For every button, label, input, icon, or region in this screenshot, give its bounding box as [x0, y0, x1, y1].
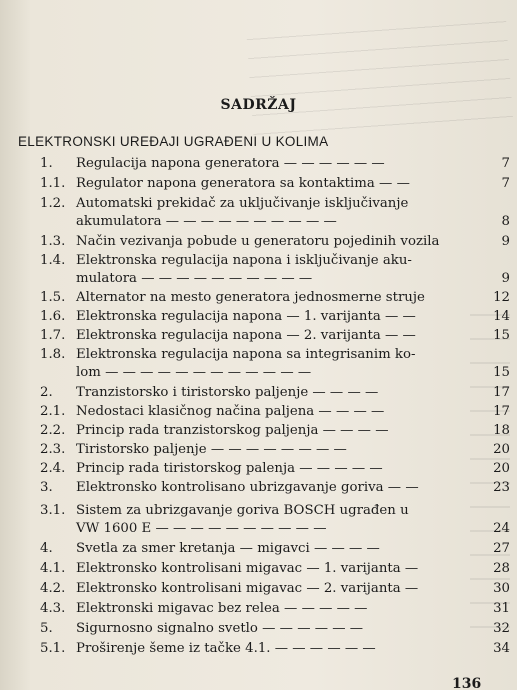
entry-title: Elektronski migavac bez relea — — — — —	[76, 601, 368, 616]
entry-title: Elektronsko kontrolisano ubrizgavanje goriva — —	[76, 480, 419, 495]
entry-page: 31	[493, 601, 510, 616]
entry-number: 2.3.	[40, 442, 66, 457]
entry-page: 15	[493, 365, 510, 380]
entry-number: 1.7.	[40, 328, 66, 343]
entry-number: 5.	[40, 621, 53, 636]
entry-page: 14	[493, 309, 510, 324]
entry-title: Način vezivanja pobude u generatoru pojedinih vozila	[76, 234, 440, 249]
entry-title: Sigurnosno signalno svetlo — — — — — —	[76, 621, 364, 636]
entry-title: Elektronska regulacija napona sa integrisanim ko-	[76, 347, 416, 362]
entry-number: 2.4.	[40, 461, 66, 476]
entry-title: Elektronska regulacija napona — 1. varijanta — —	[76, 309, 416, 324]
entry-page: 7	[501, 156, 510, 171]
entry-number: 2.1.	[40, 404, 66, 419]
entry-number: 1.3.	[40, 234, 66, 249]
entry-title: Regulator napona generatora sa kontaktima — —	[76, 176, 410, 191]
entry-number: 1.4.	[40, 253, 66, 268]
entry-page: 9	[501, 271, 510, 286]
entry-title: Alternator na mesto generatora jednosmerne struje	[76, 290, 425, 305]
entry-number: 1.	[40, 156, 53, 171]
entry-number: 1.2.	[40, 196, 66, 211]
entry-number: 2.2.	[40, 423, 66, 438]
entry-page: 12	[493, 290, 510, 305]
entry-title: Regulacija napona generatora — — — — — —	[76, 156, 385, 171]
entry-page: 32	[493, 621, 510, 636]
entry-number: 4.2.	[40, 581, 66, 596]
toc-heading: SADRŽAJ	[220, 97, 297, 113]
entry-page: 9	[501, 234, 510, 249]
entry-title-continued: mulatora — — — — — — — — — —	[76, 271, 313, 286]
entry-title: Automatski prekidač za uključivanje isključivanje	[76, 196, 409, 211]
entry-title: Proširenje šeme iz tačke 4.1. — — — — — —	[76, 641, 376, 656]
entry-title: Tiristorsko paljenje — — — — — — — —	[76, 442, 347, 457]
entry-number: 1.6.	[40, 309, 66, 324]
entry-number: 4.1.	[40, 561, 66, 576]
entry-title: Svetla za smer kretanja — migavci — — — —	[76, 541, 380, 556]
entry-title: Elektronsko kontrolisani migavac — 2. varijanta —	[76, 581, 419, 596]
entry-title: Elektronska regulacija napona i isključivanje aku-	[76, 253, 412, 268]
entry-page: 24	[493, 521, 510, 536]
entry-page: 17	[493, 404, 510, 419]
entry-page: 30	[493, 581, 510, 596]
entry-title: Elektronska regulacija napona — 2. varijanta — —	[76, 328, 416, 343]
entry-title-continued: akumulatora — — — — — — — — — —	[76, 214, 337, 229]
chapter-title: ELEKTRONSKI UREĐAJI UGRAĐENI U KOLIMA	[18, 134, 329, 149]
entry-title: Nedostaci klasičnog načina paljena — — — —	[76, 404, 385, 419]
entry-page: 23	[493, 480, 510, 495]
entry-number: 1.5.	[40, 290, 66, 305]
entry-page: 8	[501, 214, 510, 229]
entry-page: 20	[493, 461, 510, 476]
entry-number: 3.	[40, 480, 53, 495]
entry-title-continued: VW 1600 E — — — — — — — — — —	[76, 521, 327, 536]
entry-page: 27	[493, 541, 510, 556]
entry-number: 5.1.	[40, 641, 66, 656]
entry-page: 18	[493, 423, 510, 438]
entry-page: 28	[493, 561, 510, 576]
entry-number: 4.	[40, 541, 53, 556]
entry-title: Princip rada tiristorskog palenja — — — — —	[76, 461, 383, 476]
entry-number: 1.8.	[40, 347, 66, 362]
entry-number: 3.1.	[40, 503, 66, 518]
entry-page: 20	[493, 442, 510, 457]
entry-page: 17	[493, 385, 510, 400]
entry-number: 4.3.	[40, 601, 66, 616]
entry-title: Elektronsko kontrolisani migavac — 1. varijanta —	[76, 561, 419, 576]
entry-title-continued: lom — — — — — — — — — — — —	[76, 365, 312, 380]
entry-number: 1.1.	[40, 176, 66, 191]
entry-page: 34	[493, 641, 510, 656]
entry-title: Sistem za ubrizgavanje goriva BOSCH ugrađen u	[76, 503, 409, 518]
entry-title: Tranzistorsko i tiristorsko paljenje — — — —	[76, 385, 379, 400]
entry-title: Princip rada tranzistorskog paljenja — — — —	[76, 423, 389, 438]
entry-page: 7	[501, 176, 510, 191]
page-number: 136	[452, 676, 482, 690]
entry-number: 2.	[40, 385, 53, 400]
entry-page: 15	[493, 328, 510, 343]
